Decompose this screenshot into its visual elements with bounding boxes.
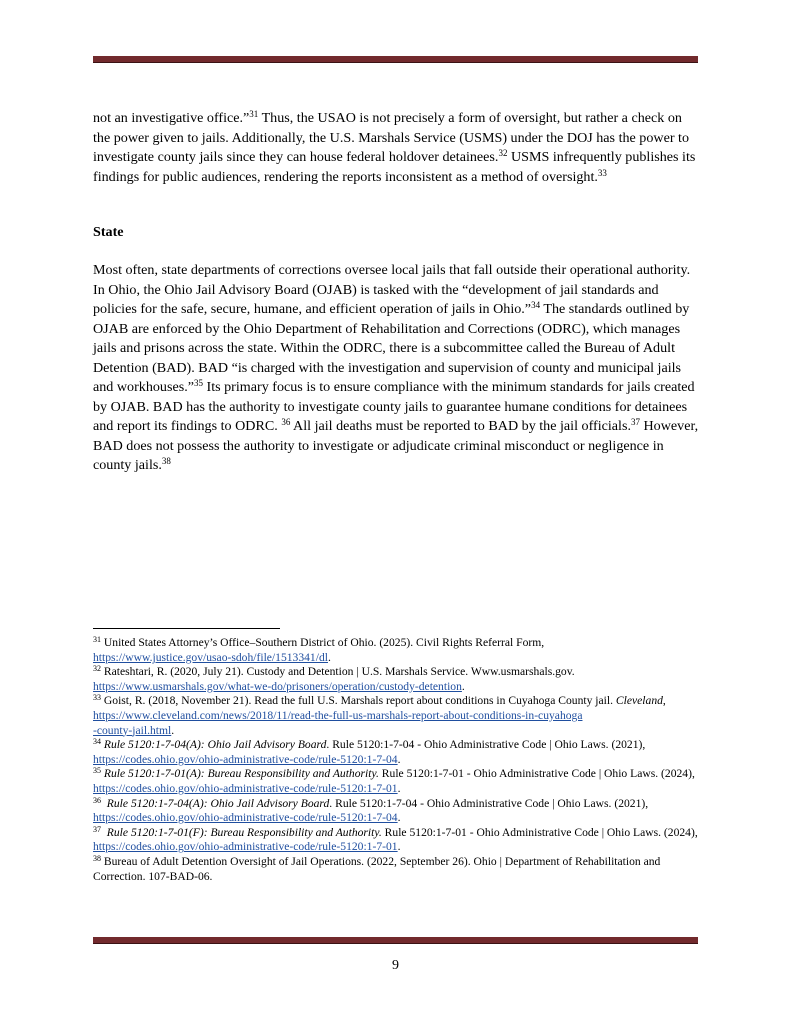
footnote-link[interactable]: https://codes.ohio.gov/ohio-administrative-code/rule-5120:1-7-04 [93, 752, 398, 766]
footnote-ref[interactable]: 38 [161, 456, 171, 466]
footnote-ref[interactable]: 37 [630, 417, 640, 427]
footnote: $^{34}$ Rule 5120:1-7-04(A): Ohio Jail Advisory Board. Rule 5120:1-7-04 - Ohio Administrative Code | Ohio Laws. (2021), https://codes.ohio.gov/ohio-administrative-code/rule-5120:1-7-04. [93, 737, 646, 766]
section-heading-state: State [93, 224, 124, 240]
footnote-link[interactable]: https://codes.ohio.gov/ohio-administrative-code/rule-5120:1-7-01 [93, 781, 398, 795]
footnote-link[interactable]: https://www.cleveland.com/news/2018/11/read-the-full-us-marshals-report-about-conditions-in-cuyahoga [93, 708, 583, 722]
footer-rule [93, 937, 698, 944]
footnote-ref[interactable]: 34 [531, 300, 541, 310]
footnote-link[interactable]: https://www.usmarshals.gov/what-we-do/prisoners/operation/custody-detention [93, 679, 462, 693]
footnote: $^{35}$ Rule 5120:1-7-01(A): Bureau Responsibility and Authority. Rule 5120:1-7-01 - Ohio Administrative Code | Ohio Laws. (2024), https://codes.ohio.gov/ohio-administrative-code/rule-5120:1-7-01. [93, 766, 695, 795]
footnote: $^{32}$ Rateshtari, R. (2020, July 21). Custody and Detention | U.S. Marshals Service. Www.usmarshals.gov. https://www.usmarshals.gov/what-we-do/prisoners/operation/custody-detention. [93, 664, 575, 693]
paragraph-usms: not an investigative office.”$^{31}$ Thus, the USAO is not precisely a form of oversight, but rather a check on the power given to jails. Additionally, the U.S. Marshals Service (USMS) under the DOJ has the power to investigate county jails since they can house federal holdover detainees.$^{32}$ USMS infrequently publishes its findings for public audiences, rendering the reports inconsistent as a method of oversight.$^{33}$ [93, 109, 696, 185]
footnote-link[interactable]: https://www.justice.gov/usao-sdoh/file/1513341/dl [93, 650, 328, 664]
footnote-link[interactable]: https://codes.ohio.gov/ohio-administrative-code/rule-5120:1-7-01 [93, 840, 398, 854]
footnote-link[interactable]: https://codes.ohio.gov/ohio-administrative-code/rule-5120:1-7-04 [93, 811, 398, 825]
header-rule [93, 56, 698, 63]
footnote: $^{38}$ Bureau of Adult Detention Oversight of Jail Operations. (2022, September 26). Ohio | Department of Rehabilitation and Correction. 107-BAD-06. [93, 853, 661, 883]
footnote-link[interactable]: -county-jail.html [93, 723, 172, 737]
footnote-ref[interactable]: 31 [249, 109, 259, 119]
footnote-separator [93, 628, 280, 629]
footnote-ref[interactable]: 33 [597, 167, 607, 178]
footnote: $^{33}$ Goist, R. (2018, November 21). Read the full U.S. Marshals report about conditions in Cuyahoga County jail. Cleveland, https://www.cleveland.com/news/2018/11/read-the-full-us-marshals-report-about-conditions-in-cuyahoga -county-jail.html. [93, 693, 666, 737]
paragraph-state: Most often, state departments of corrections oversee local jails that fall outside their operational authority. In Ohio, the Ohio Jail Advisory Board (OJAB) is tasked with the “development of jail standards and policies for the safe, secure, humane, and efficient operation of jails in Ohio.”$^{34}$ The standards outlined by OJAB are enforced by the Ohio Department of Rehabilitation and Corrections (ODRC), which manages jails and prisons across the state. Within the ODRC, there is a subcommittee called the Bureau of Adult Detention (BAD). BAD “is charged with the investigation and supervision of county and municipal jails and workhouses.”$^{35}$ Its primary focus is to ensure compliance with the minimum standards for jails created by OJAB. BAD has the authority to investigate county jails to guarantee humane conditions for detainees and report its findings to ODRC. $^{36}$ All jail deaths must be reported to BAD by the jail officials.$^{37}$ However, BAD does not possess the authority to investigate or adjudicate criminal misconduct or negligence in county jails.$^{38}$ [93, 262, 699, 473]
footnote-ref[interactable]: 35 [193, 378, 203, 388]
footnote: $^{37}$ Rule 5120:1-7-01(F): Bureau Responsibility and Authority. Rule 5120:1-7-01 - Ohio Administrative Code | Ohio Laws. (2024), https://codes.ohio.gov/ohio-administrative-code/rule-5120:1-7-01. [93, 824, 698, 854]
footnote: $^{31}$ United States Attorney’s Office–Southern District of Ohio. (2025). Civil Rights Referral Form, https://www.justice.gov/usao-sdoh/file/1513341/dl. [93, 635, 545, 664]
footnote: $^{36}$ Rule 5120:1-7-04(A): Ohio Jail Advisory Board. Rule 5120:1-7-04 - Ohio Administrative Code | Ohio Laws. (2021), https://codes.ohio.gov/ohio-administrative-code/rule-5120:1-7-04. [93, 795, 649, 825]
page-number: 9 [392, 958, 399, 973]
footnotes-list [93, 636, 703, 884]
footnote-ref[interactable]: 32 [498, 148, 508, 158]
footnote-ref[interactable]: 36 [281, 417, 291, 427]
